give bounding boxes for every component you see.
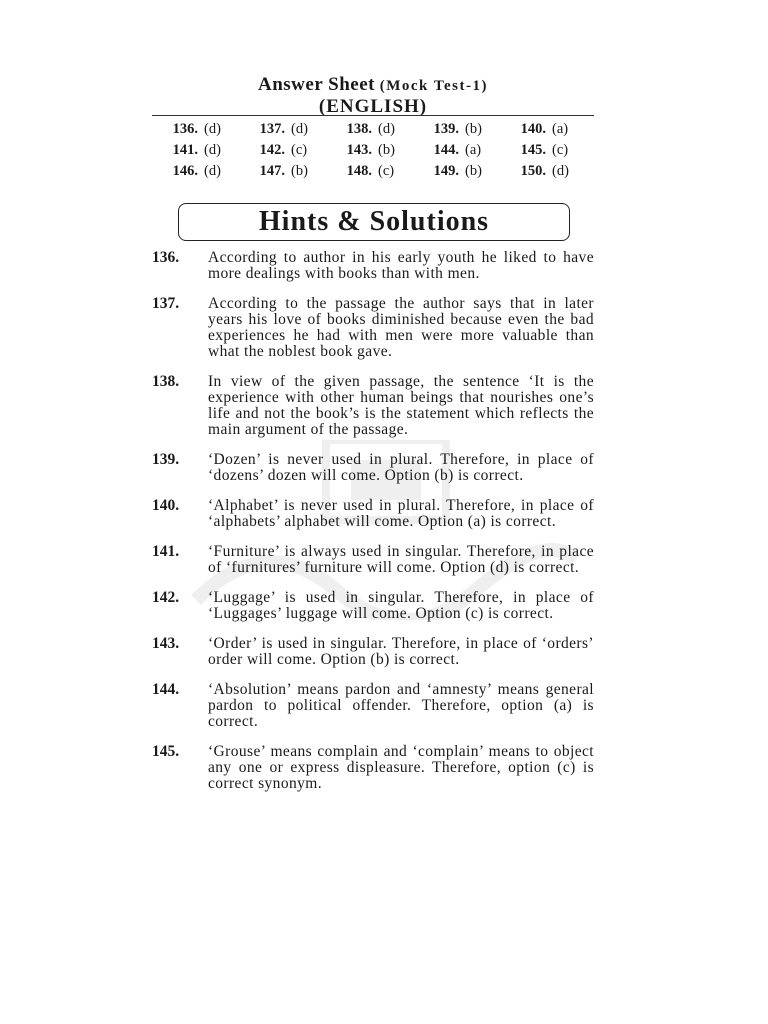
question-number: 147. (259, 163, 285, 179)
question-number: 141. (172, 142, 198, 158)
answer-cell (413, 161, 500, 182)
solution-number: 145. (152, 743, 180, 760)
answer-cell (152, 140, 239, 161)
solution-item (152, 374, 594, 438)
solution-item (152, 452, 594, 484)
solution-text: According to the passage the author says that in later years his love of books diminished because even the bad experiences he had with men were more valuable than what the noblest book gave. (208, 295, 594, 360)
answer-option: (b) (291, 163, 308, 179)
answer-row (152, 140, 594, 161)
solution-text: ‘Luggage’ is used in singular. Therefore, in place of ‘Luggages’ luggage will come. Option (c) is correct. (208, 589, 594, 622)
question-number: 138. (346, 121, 372, 137)
question-number: 150. (520, 163, 546, 179)
solution-number: 142. (152, 589, 180, 606)
answer-cell (413, 140, 500, 161)
answer-row (152, 161, 594, 182)
solution-number: 139. (152, 451, 180, 468)
page-title: Answer Sheet (257, 74, 375, 95)
solution-text: ‘Order’ is used in singular. Therefore, in place of ‘orders’ order will come. Option (b) is correct. (208, 635, 594, 668)
answer-option: (a) (552, 121, 569, 137)
question-number: 144. (433, 142, 459, 158)
answer-cell (500, 161, 587, 182)
question-number: 143. (346, 142, 372, 158)
solution-text: In view of the given passage, the sentence ‘It is the experience with other human beings that nourishes one’s life and not the book’s is the statement which reflects the main argument of the passage. (208, 373, 594, 438)
answer-option: (b) (465, 163, 482, 179)
answer-sheet-header (152, 74, 594, 117)
solution-number: 137. (152, 295, 180, 312)
solution-text: ‘Grouse’ means complain and ‘complain’ means to object any one or express displeasure. Therefore, option (c) is correct synonym. (208, 743, 594, 792)
answer-key-table (152, 119, 594, 182)
answer-option: (c) (291, 142, 308, 158)
answer-cell (413, 119, 500, 140)
question-number: 136. (172, 121, 198, 137)
header-divider (152, 115, 594, 116)
answer-option: (d) (204, 163, 221, 179)
answer-cell (326, 161, 413, 182)
solution-text: According to author in his early youth he liked to have more dealings with books than with men. (208, 249, 594, 282)
solution-text: ‘Absolution’ means pardon and ‘amnesty’ means general pardon to political offender. Therefore, option (a) is correct. (208, 681, 594, 730)
answer-option: (d) (552, 163, 569, 179)
page-language-heading: (ENGLISH) (318, 96, 428, 117)
answer-option: (b) (378, 142, 395, 158)
solution-number: 141. (152, 543, 180, 560)
answer-cell (500, 140, 587, 161)
answer-row (152, 119, 594, 140)
solutions-list (152, 250, 594, 806)
solution-item (152, 296, 594, 360)
solution-number: 138. (152, 373, 180, 390)
answer-option: (d) (378, 121, 395, 137)
answer-option: (d) (204, 142, 221, 158)
question-number: 146. (172, 163, 198, 179)
solution-item (152, 544, 594, 576)
question-number: 148. (346, 163, 372, 179)
solution-item (152, 250, 594, 282)
question-number: 137. (259, 121, 285, 137)
answer-cell (152, 161, 239, 182)
answer-option: (d) (291, 121, 308, 137)
solution-number: 143. (152, 635, 180, 652)
answer-cell (239, 161, 326, 182)
solution-number: 140. (152, 497, 180, 514)
answer-option: (b) (465, 121, 482, 137)
answer-cell (326, 140, 413, 161)
solution-number: 136. (152, 249, 180, 266)
answer-cell (326, 119, 413, 140)
question-number: 142. (259, 142, 285, 158)
answer-cell (152, 119, 239, 140)
question-number: 139. (433, 121, 459, 137)
answer-option: (d) (204, 121, 221, 137)
solution-item (152, 744, 594, 792)
question-number: 145. (520, 142, 546, 158)
question-number: 140. (520, 121, 546, 137)
solution-number: 144. (152, 681, 180, 698)
hints-solutions-heading: Hints & Solutions (178, 203, 570, 241)
solution-item (152, 636, 594, 668)
answer-option: (c) (378, 163, 395, 179)
answer-option: (a) (465, 142, 482, 158)
answer-cell (500, 119, 587, 140)
solution-text: ‘Furniture’ is always used in singular. Therefore, in place of ‘furnitures’ furniture will come. Option (d) is correct. (208, 543, 594, 576)
solution-item (152, 682, 594, 730)
solution-item (152, 498, 594, 530)
solution-text: ‘Dozen’ is never used in plural. Therefore, in place of ‘dozens’ dozen will come. Option (b) is correct. (208, 451, 594, 484)
solution-text: ‘Alphabet’ is never used in plural. Therefore, in place of ‘alphabets’ alphabet will come. Option (a) is correct. (208, 497, 594, 530)
answer-option: (c) (552, 142, 569, 158)
answer-sheet-title-line (152, 74, 594, 97)
question-number: 149. (433, 163, 459, 179)
answer-cell (239, 140, 326, 161)
solution-item (152, 590, 594, 622)
answer-cell (239, 119, 326, 140)
page-subtitle: (Mock Test-1) (379, 78, 488, 94)
